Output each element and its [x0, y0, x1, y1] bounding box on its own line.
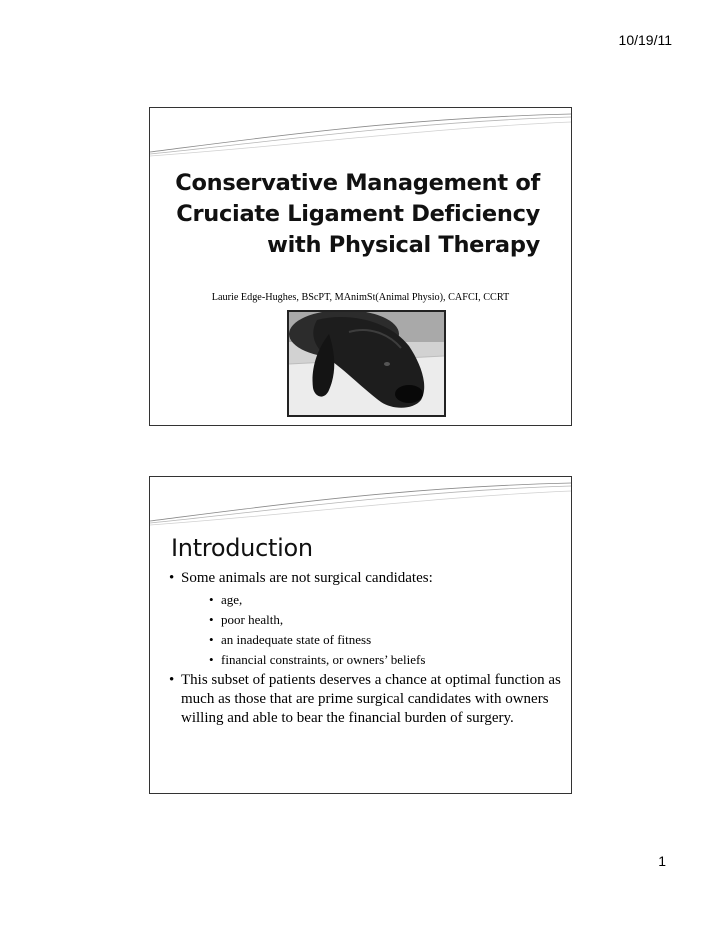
sub-bullet-item: • age, — [181, 591, 564, 608]
page-number: 1 — [658, 853, 666, 869]
sub-bullet-item: • poor health, — [181, 611, 564, 628]
title-line: with Physical Therapy — [267, 232, 540, 258]
bullet-text: This subset of patients deserves a chance at optimal function as much as those that are prime surgical candidates with owners willing and able to bear the financial burden of surgery. — [181, 672, 561, 726]
slide-heading: Introduction — [171, 534, 313, 562]
title-line: Conservative Management of — [175, 170, 540, 196]
slide-decoration-swoosh — [150, 477, 571, 527]
slide-introduction — [149, 476, 572, 794]
page-date: 10/19/11 — [618, 32, 672, 48]
title-line: Cruciate Ligament Deficiency — [176, 201, 540, 227]
slide-decoration-swoosh — [150, 108, 571, 158]
slide-title-text — [160, 168, 540, 261]
sub-bullet-item: • financial constraints, or owners’ beliefs — [181, 651, 564, 668]
bullet-item — [164, 569, 564, 668]
slide-title — [149, 107, 572, 426]
dog-photo — [287, 310, 446, 417]
bullet-item — [164, 671, 564, 728]
sub-bullet-list — [181, 591, 564, 668]
sub-bullet-item: • an inadequate state of fitness — [181, 631, 564, 648]
bullet-list — [164, 569, 564, 731]
bullet-text: Some animals are not surgical candidates: — [181, 570, 433, 586]
author-credentials: Laurie Edge-Hughes, BScPT, MAnimSt(Animal Physio), CAFCI, CCRT — [211, 292, 510, 303]
